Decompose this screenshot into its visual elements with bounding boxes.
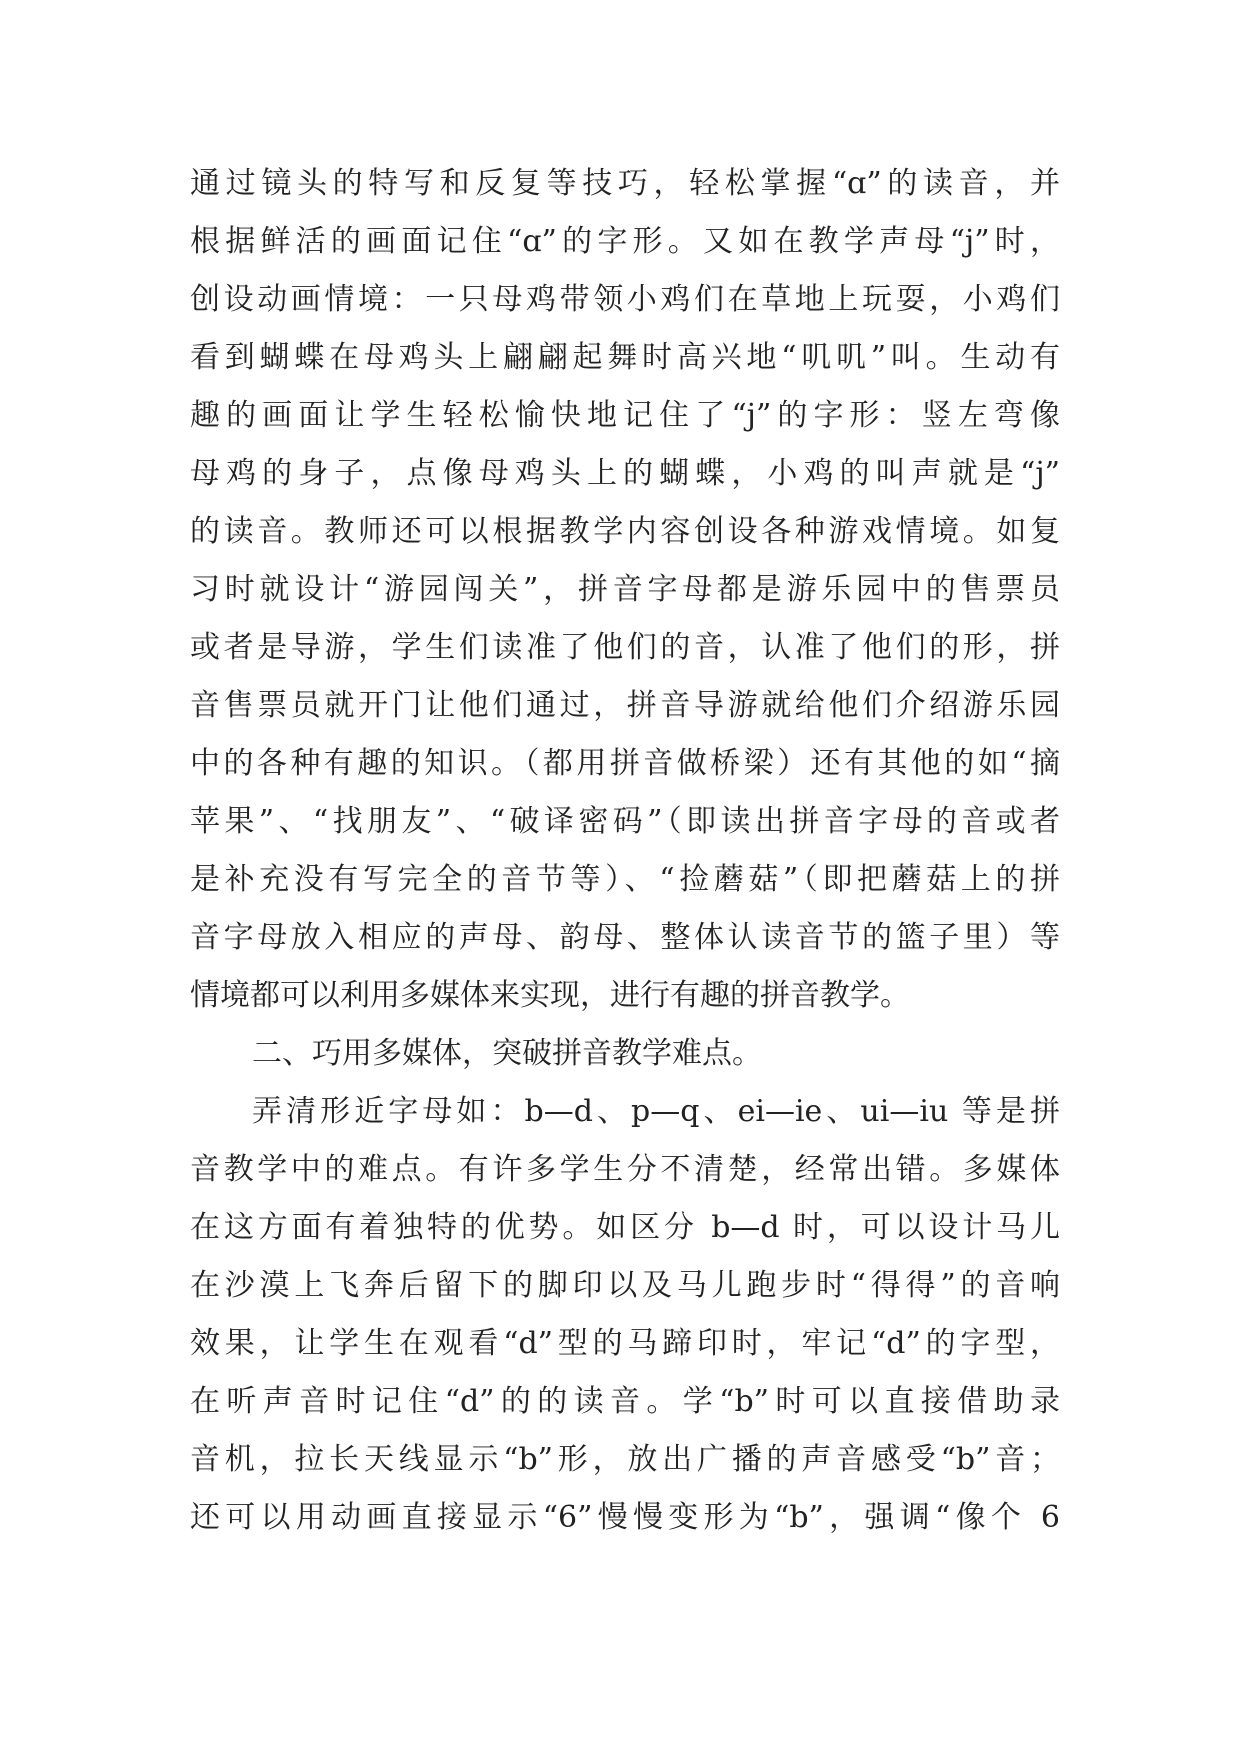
document-body	[190, 155, 1060, 1547]
text-line: 音教学中的难点。有许多学生分不清楚，经常出错。多媒体	[190, 1152, 1060, 1187]
paragraph-end-line: 情境都可以利用多媒体来实现，进行有趣的拼音教学。	[190, 978, 910, 1013]
text-line: 音售票员就开门让他们通过，拼音导游就给他们介绍游乐园	[190, 688, 1060, 723]
text-line: 创设动画情境：一只母鸡带领小鸡们在草地上玩耍，小鸡们	[190, 282, 1060, 317]
text-line: 在这方面有着独特的优势。如区分 b—d 时，可以设计马儿	[190, 1210, 1060, 1245]
text-line: 在沙漠上飞奔后留下的脚印以及马儿跑步时“得得”的音响	[190, 1268, 1060, 1303]
text-line: 是补充没有写完全的音节等）、“捡蘑菇”（即把蘑菇上的拼	[190, 862, 1060, 897]
text-line: 习时就设计“游园闯关”，拼音字母都是游乐园中的售票员	[190, 572, 1060, 607]
section-heading: 二、巧用多媒体，突破拼音教学难点。	[252, 1036, 762, 1071]
text-line: 或者是导游，学生们读准了他们的音，认准了他们的形，拼	[190, 630, 1060, 665]
text-line: 音字母放入相应的声母、韵母、整体认读音节的篮子里）等	[190, 920, 1060, 955]
text-line: 母鸡的身子，点像母鸡头上的蝴蝶，小鸡的叫声就是“j”	[190, 456, 1060, 491]
text-line: 根据鲜活的画面记住“ɑ”的字形。又如在教学声母“j”时，	[190, 224, 1060, 259]
text-line: 通过镜头的特写和反复等技巧，轻松掌握“ɑ”的读音，并	[190, 166, 1060, 201]
paragraph-start-line: 弄清形近字母如：b—d、p—q、ei—ie、ui—iu 等是拼	[252, 1094, 1060, 1129]
text-line: 看到蝴蝶在母鸡头上翩翩起舞时高兴地“叽叽”叫。生动有	[190, 340, 1060, 375]
text-line: 苹果”、“找朋友”、“破译密码”（即读出拼音字母的音或者	[190, 804, 1060, 839]
text-line: 的读音。教师还可以根据教学内容创设各种游戏情境。如复	[190, 514, 1060, 549]
text-line: 效果，让学生在观看“d”型的马蹄印时，牢记“d”的字型，	[190, 1326, 1060, 1361]
text-line: 中的各种有趣的知识。（都用拼音做桥梁）还有其他的如“摘	[190, 746, 1060, 781]
text-line: 在听声音时记住“d”的的读音。学“b”时可以直接借助录	[190, 1384, 1060, 1419]
text-line: 趣的画面让学生轻松愉快地记住了“j”的字形：竖左弯像	[190, 398, 1060, 433]
text-line: 音机，拉长天线显示“b”形，放出广播的声音感受“b”音；	[190, 1442, 1060, 1477]
text-line: 还可以用动画直接显示“6”慢慢变形为“b”，强调“像个 6	[190, 1500, 1060, 1535]
